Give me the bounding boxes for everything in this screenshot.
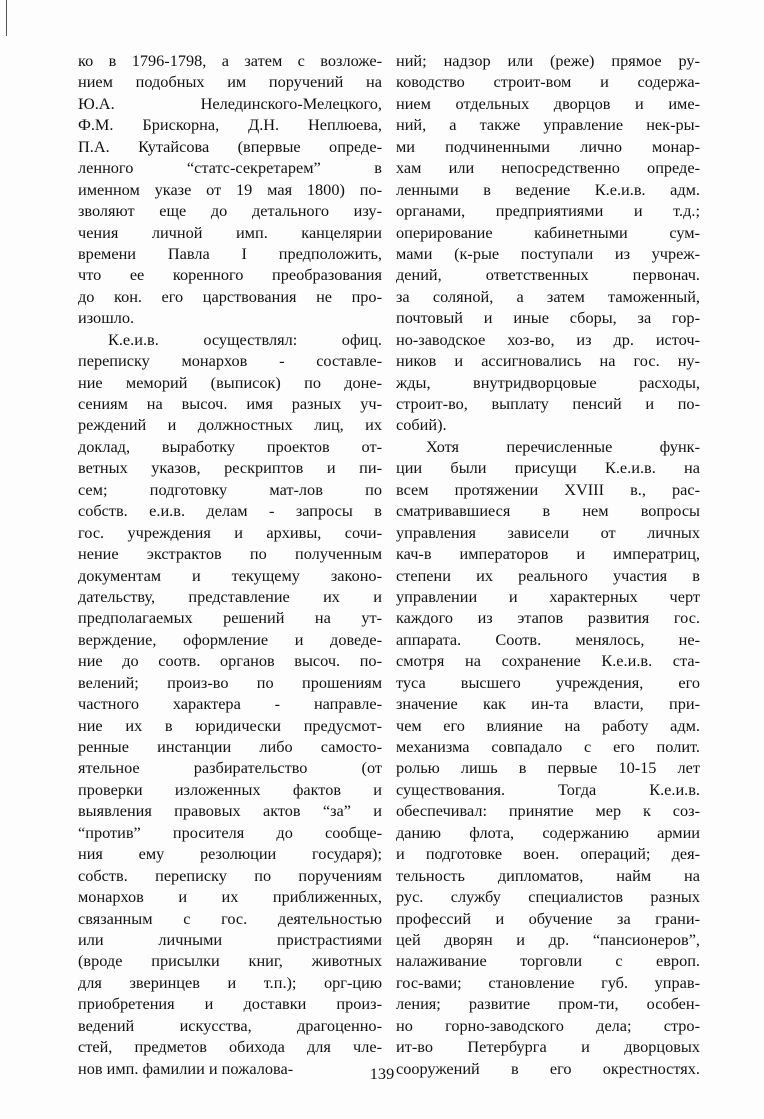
text-line: для зверинцев и т.п.); орг-цию xyxy=(78,972,382,992)
text-line: обеспечивал: принятие мер к соз- xyxy=(396,801,700,821)
text-line: ит-во Петербурга и дворцовых xyxy=(396,1037,700,1057)
text-line: собств. переписку по поручениям xyxy=(78,865,382,885)
text-line: механизма совпадало с его полит. xyxy=(396,737,700,756)
text-line: нов имп. фамилии и пожалова- xyxy=(78,1058,294,1078)
text-line: собств. е.и.в. делам - запросы в xyxy=(78,501,382,521)
text-line: ции были присущи К.е.и.в. на xyxy=(396,458,700,478)
text-line: ников и ассигновались на гос. ну- xyxy=(396,351,700,371)
text-line: предполагаемых решений на ут- xyxy=(78,608,382,628)
text-line: ко в 1796-1798, а затем с возложе- xyxy=(78,51,382,70)
text-line: чем его влияние на работу адм. xyxy=(396,715,700,735)
text-line: (вроде присылки книг, животных xyxy=(78,951,382,971)
text-line: переписку монархов - составле- xyxy=(78,351,382,371)
right-text-column xyxy=(396,50,700,1079)
text-line: кач-в императоров и императриц, xyxy=(396,544,700,564)
text-line: цей дворян и др. “пансионеров”, xyxy=(396,929,700,949)
text-line: изошло. xyxy=(78,308,135,328)
text-line: частного характера - направле- xyxy=(78,694,382,714)
text-line: нием подобных им поручений на xyxy=(78,72,382,92)
text-line: времени Павла I предположить, xyxy=(78,243,382,263)
text-line: налаживание торговли с европ. xyxy=(396,951,700,971)
text-line: доклад, выработку проектов от- xyxy=(78,436,382,456)
text-line: хам или непосредственно опреде- xyxy=(396,158,700,178)
text-line: собий). xyxy=(396,415,447,435)
text-line: ний; надзор или (реже) прямое ру- xyxy=(396,51,700,70)
text-line: сматривавшиеся в нем вопросы xyxy=(396,501,700,521)
text-line: проверки изложенных фактов и xyxy=(78,779,382,799)
text-line: ветных указов, рескриптов и пи- xyxy=(78,458,382,478)
text-line: ния ему резолюции государя); xyxy=(78,844,382,864)
text-line: верждение, оформление и доведе- xyxy=(78,629,382,649)
text-line: ководство строит-вом и содержа- xyxy=(396,72,700,92)
text-line: дательству, представление их и xyxy=(78,586,382,606)
text-line: степени их реального участия в xyxy=(396,565,700,585)
text-line: рус. службу специалистов разных xyxy=(396,887,700,907)
scan-edge-line xyxy=(6,0,7,36)
text-line: ленными в ведение К.е.и.в. адм. xyxy=(396,179,700,199)
text-line: Ю.А. Нелединского-Мелецкого, xyxy=(78,93,382,113)
text-line: сениям на высоч. имя разных уч- xyxy=(78,394,382,413)
text-line: тельность дипломатов, найм на xyxy=(396,865,700,885)
text-line: но-заводское хоз-во, из др. источ- xyxy=(396,329,700,349)
text-line: ролью лишь в первые 10-15 лет xyxy=(396,758,700,778)
text-line: строит-во, выплату пенсий и по- xyxy=(396,394,700,413)
text-line: нение экстрактов по полученным xyxy=(78,544,382,564)
text-line: жды, внутридворцовые расходы, xyxy=(396,372,700,392)
text-line: мами (к-рые поступали из учреж- xyxy=(396,243,700,263)
text-line: сем; подготовку мат-лов по xyxy=(78,479,382,499)
text-line: ренные инстанции либо самосто- xyxy=(78,737,382,756)
text-line: именном указе от 19 мая 1800) по- xyxy=(78,179,382,199)
text-line: стей, предметов обихода для чле- xyxy=(78,1037,382,1057)
text-line: дений, ответственных первонач. xyxy=(396,265,700,285)
text-line: каждого из этапов развития гос. xyxy=(396,608,700,628)
text-line: смотря на сохранение К.е.и.в. ста- xyxy=(396,651,700,671)
text-line: Ф.М. Брискорна, Д.Н. Неплюева, xyxy=(78,115,382,135)
text-line: монархов и их приближенных, xyxy=(78,887,382,907)
text-line: ние их в юридически предусмот- xyxy=(78,715,382,735)
page-number: 139 xyxy=(369,1064,395,1083)
text-line: управлении и характерных черт xyxy=(396,586,700,606)
text-line: связанным с гос. деятельностью xyxy=(78,908,382,928)
text-line: ятельное разбирательство (от xyxy=(78,758,382,778)
text-line: ления; развитие пром-ти, особен- xyxy=(396,994,700,1014)
text-line: и подготовке воен. операций; дея- xyxy=(396,844,700,864)
text-line: туса высшего учреждения, его xyxy=(396,672,700,692)
text-line: зволяют еще до детального изу- xyxy=(78,201,382,221)
text-line: выявления правовых актов “за” и xyxy=(78,801,382,821)
text-line: К.е.и.в. осуществлял: офиц. xyxy=(108,329,382,349)
text-line: органами, предприятиями и т.д.; xyxy=(396,201,700,221)
text-line: существования. Тогда К.е.и.в. xyxy=(396,779,700,799)
text-line: оперирование кабинетными сум- xyxy=(396,222,700,242)
text-line: ми подчиненными лично монар- xyxy=(396,136,700,156)
text-line: ние меморий (выписок) по донe- xyxy=(78,372,382,392)
text-line: что ее коренного преобразования xyxy=(78,265,382,285)
text-line: П.А. Кутайсова (впервые опреде- xyxy=(78,136,382,156)
text-line: значение как ин-та власти, при- xyxy=(396,694,700,714)
text-line: гос. учреждения и архивы, сочи- xyxy=(78,522,382,542)
left-text-column xyxy=(78,50,382,1079)
text-line: сооружений в его окрестностях. xyxy=(396,1058,700,1078)
text-line: реждений и должностных лиц, их xyxy=(78,415,382,435)
text-line: данию флота, содержанию армии xyxy=(396,822,700,842)
text-line: за соляной, а затем таможенный, xyxy=(396,286,700,306)
text-line: управления зависели от личных xyxy=(396,522,700,542)
text-line: до кон. его царствования не про- xyxy=(78,286,382,306)
text-line: но горно-заводского дела; стро- xyxy=(396,1015,700,1035)
text-line: нием отдельных дворцов и име- xyxy=(396,93,700,113)
text-line: ведений искусства, драгоценно- xyxy=(78,1015,382,1035)
text-line: Хотя перечисленные функ- xyxy=(426,436,700,456)
text-line: аппарата. Соотв. менялось, не- xyxy=(396,629,700,649)
text-line: велений; произ-во по прошениям xyxy=(78,672,382,692)
text-line: чения личной имп. канцелярии xyxy=(78,222,382,242)
text-line: ний, а также управление нек-ры- xyxy=(396,115,700,135)
text-line: профессий и обучение за грани- xyxy=(396,908,700,928)
text-line: гос-вами; становление губ. управ- xyxy=(396,972,700,992)
text-line: ние до соотв. органов высоч. по- xyxy=(78,651,382,671)
text-line: документам и текущему законо- xyxy=(78,565,382,585)
text-line: ленного “статс-секретарем” в xyxy=(78,158,382,178)
text-line: всем протяжении XVIII в., рас- xyxy=(396,479,700,499)
text-line: почтовый и иные сборы, за гор- xyxy=(396,308,700,328)
text-line: “против” просителя до сообще- xyxy=(78,822,382,842)
text-line: или личными пристрастиями xyxy=(78,929,382,949)
text-line: приобретения и доставки произ- xyxy=(78,994,382,1014)
